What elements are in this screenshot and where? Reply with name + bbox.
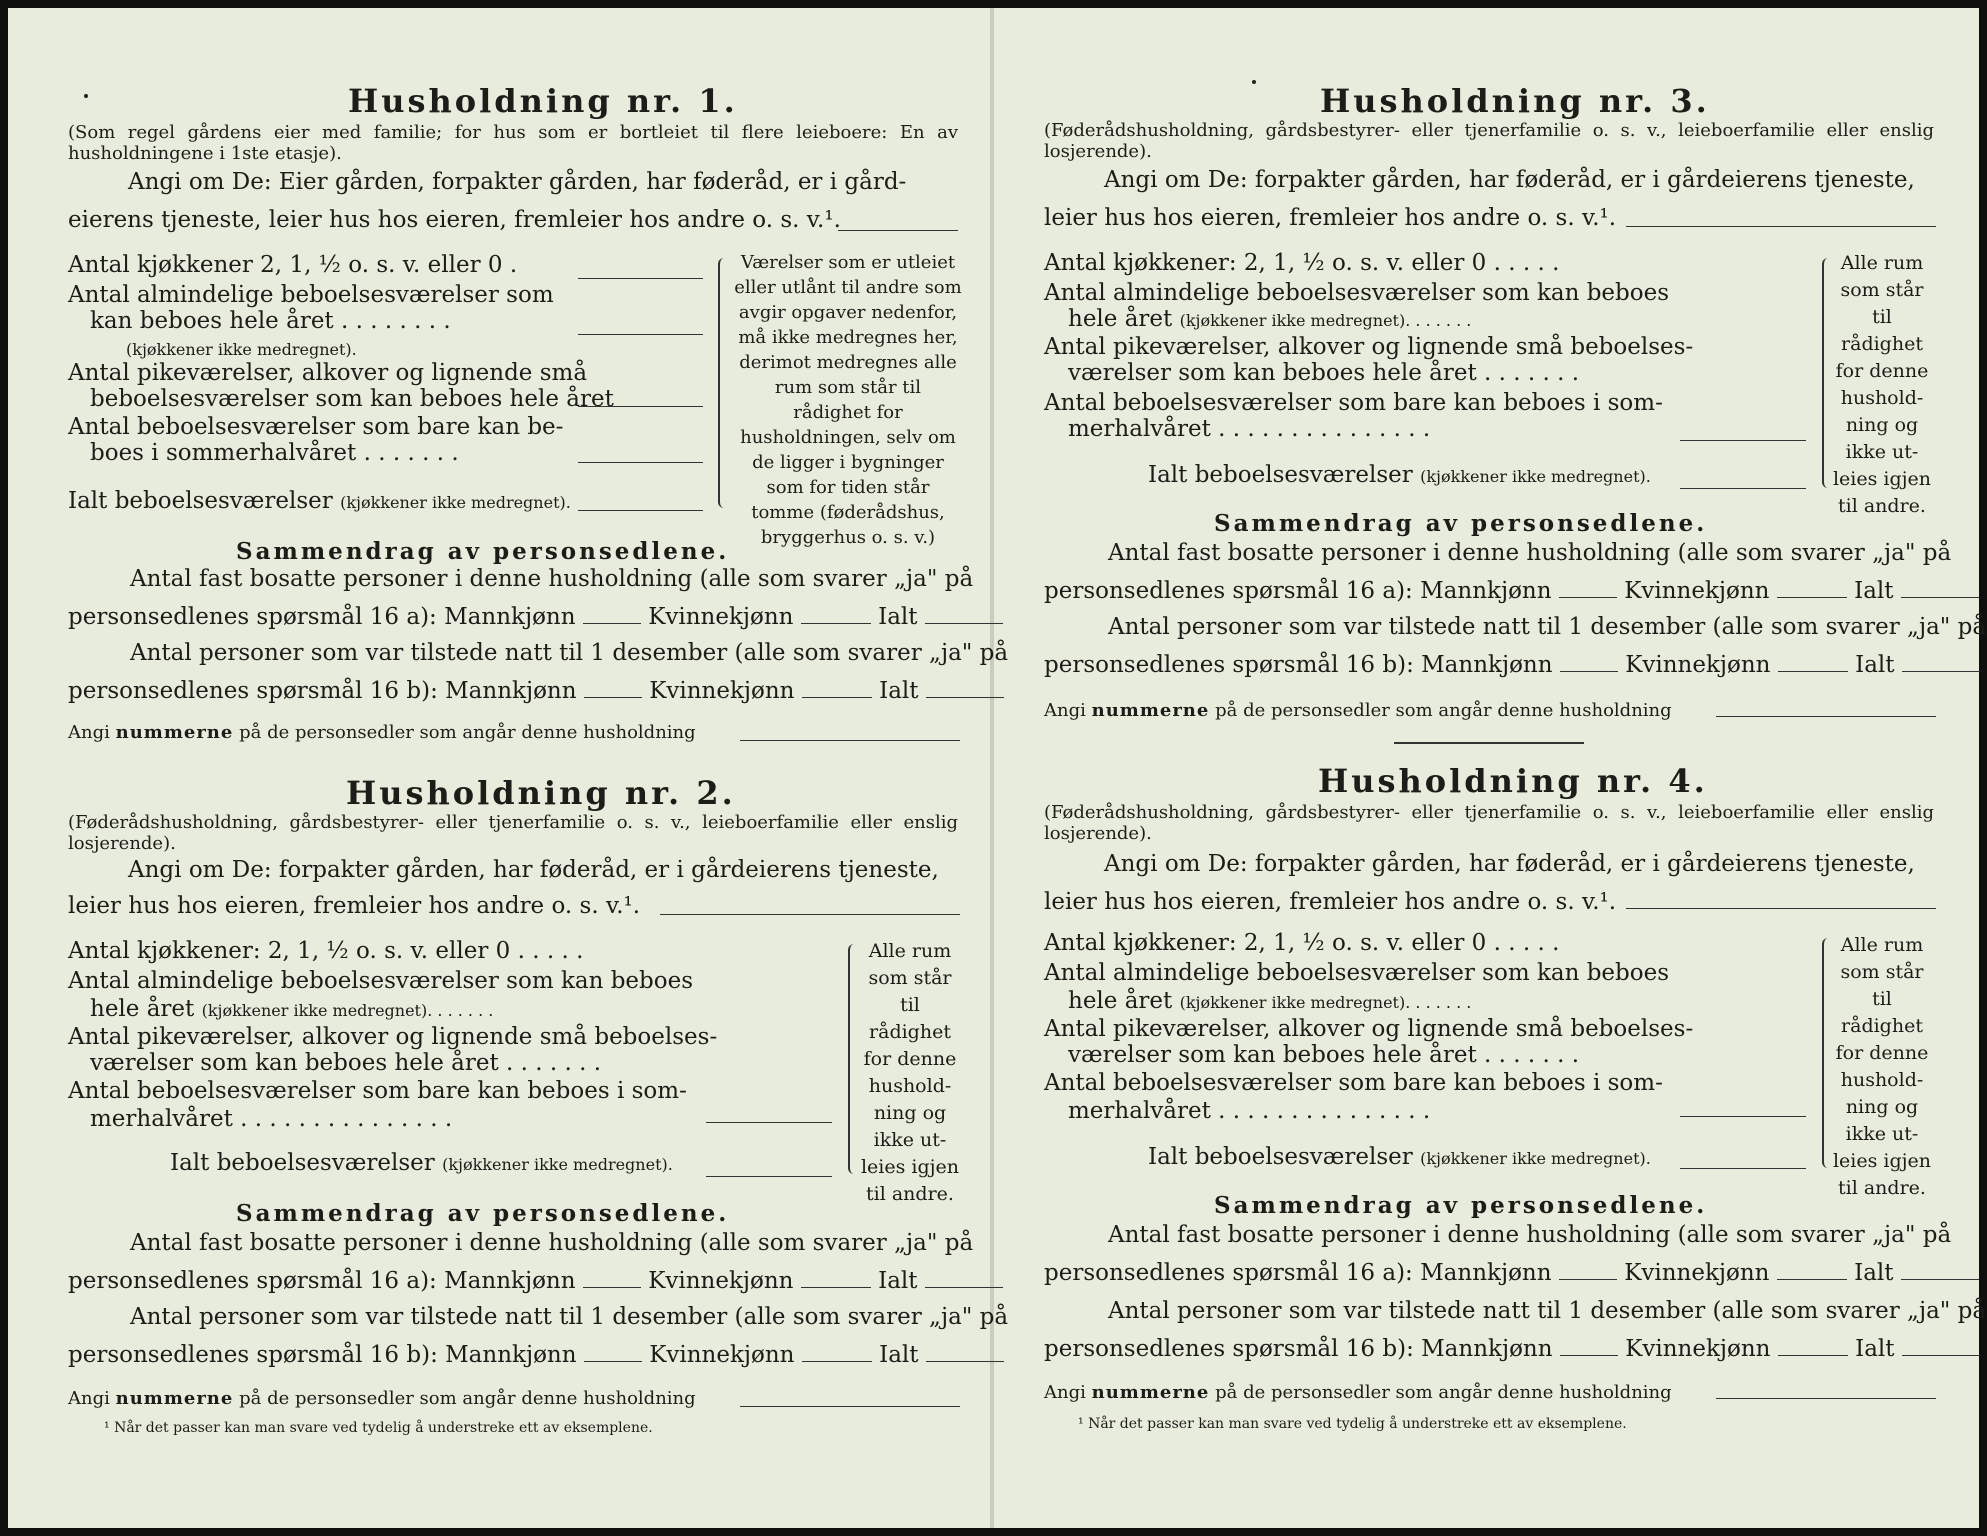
h3-total-note: (kjøkkener ikke medregnet). [1420, 467, 1651, 486]
household-4-resident-line2 [1044, 1260, 1979, 1286]
household-1-total-field[interactable] [578, 510, 703, 511]
left-footnote: ¹ Når det passer kan man svare ved tydelig å understreke ett av eksemplene. [104, 1420, 653, 1436]
h3-rooms-label-b: (kjøkkener ikke medregnet). . . . . . . [1179, 311, 1472, 330]
household-2-total-rooms [170, 1150, 673, 1176]
household-3-present-line1: Antal personer som var tilstede natt til 1 desember (alle som svarer „ja" på [1108, 614, 1987, 640]
household-4-angi-line1: Angi om De: forpakter gården, har føderåd, er i gårdeierens tjeneste, [1104, 851, 1915, 877]
h4-resident-women-label: Kvinnekjønn [1624, 1260, 1770, 1286]
household-4-rooms-label-2 [1068, 988, 1471, 1014]
household-4-numbers-line [1044, 1382, 1672, 1403]
household-1-title: Husholdning nr. 1. [348, 82, 738, 120]
household-2-sidenote: Alle rum som står til rådighet for denne hushold-ning og ikke ut-leies igjen til andre. [860, 940, 960, 1205]
household-3-resident-women-field[interactable] [1777, 597, 1847, 598]
household-3-resident-total-field[interactable] [1901, 597, 1979, 598]
household-2-summary-title: Sammendrag av personsedlene. [236, 1200, 730, 1227]
household-2-present-men-field[interactable] [584, 1361, 642, 1362]
ink-speck [1252, 80, 1256, 84]
household-1-angi-line2: eierens tjeneste, leier hus hos eieren, fremleier hos andre o. s. v.¹. [68, 207, 841, 233]
household-4-present-line2 [1044, 1336, 1980, 1362]
h3-resident-women-label: Kvinnekjønn [1624, 578, 1770, 604]
household-2-angi-line1: Angi om De: forpakter gården, har føderåd, er i gårdeierens tjeneste, [128, 857, 939, 883]
household-3-angi-line2: leier hus hos eieren, fremleier hos andre o. s. v.¹. [1044, 205, 1617, 231]
household-3-angi-answer-line[interactable] [1626, 226, 1936, 227]
household-3-summer-rooms-field[interactable] [1680, 440, 1806, 441]
household-1-resident-men-label: personsedlenes spørsmål 16 a): Mannkjønn [68, 604, 576, 630]
household-1-numbers-line [68, 722, 696, 743]
household-1-present-men-label: personsedlenes spørsmål 16 b): Mannkjønn [68, 678, 577, 704]
household-4-present-line1: Antal personer som var tilstede natt til 1 desember (alle som svarer „ja" på [1108, 1298, 1987, 1324]
household-4-note: (Føderådshusholdning, gårdsbestyrer- eller tjenerfamilie o. s. v., leieboerfamilie eller enslig losjerende). [1044, 802, 1934, 844]
household-1-maid-rooms-label-1: Antal pikeværelser, alkover og lignende små [68, 360, 588, 386]
household-4-rooms-label-1: Antal almindelige beboelsesværelser som kan beboes [1044, 960, 1670, 986]
right-footnote: ¹ Når det passer kan man svare ved tydelig å understreke ett av eksemplene. [1078, 1416, 1627, 1432]
household-1-brace [718, 258, 730, 508]
household-4-summer-rooms-label-2: merhalvåret . . . . . . . . . . . . . . . [1068, 1098, 1431, 1124]
household-2-kitchens: Antal kjøkkener: 2, 1, ½ o. s. v. eller 0 . . . . . [68, 938, 584, 964]
household-4-resident-men-field[interactable] [1559, 1279, 1617, 1280]
h4-total-label: Ialt beboelsesværelser [1148, 1144, 1413, 1170]
household-4-kitchens: Antal kjøkkener: 2, 1, ½ o. s. v. eller 0 . . . . . [1044, 930, 1560, 956]
household-1-note: (Som regel gårdens eier med familie; for hus som er bortleiet til flere leieboere: En av husholdningene i 1ste etasje). [68, 122, 958, 164]
h3-present-women-label: Kvinnekjønn [1625, 652, 1771, 678]
household-2-rooms-label-2 [90, 996, 493, 1022]
household-3-total-rooms [1148, 462, 1651, 488]
h3-present-total-label: Ialt [1855, 652, 1895, 678]
household-1-angi-answer-line[interactable] [838, 230, 958, 231]
household-4-summer-rooms-field[interactable] [1680, 1116, 1806, 1117]
h3-total-label: Ialt beboelsesværelser [1148, 462, 1413, 488]
household-2-resident-women-field[interactable] [801, 1287, 871, 1288]
household-1-present-women-field[interactable] [802, 697, 872, 698]
household-3-summer-rooms-label-2: merhalvåret . . . . . . . . . . . . . . . [1068, 416, 1431, 442]
household-1-summer-rooms-label-1: Antal beboelsesværelser som bare kan be- [68, 414, 564, 440]
household-2-summer-rooms-field[interactable] [706, 1122, 832, 1123]
household-3-maid-rooms-label-2: værelser som kan beboes hele året . . . . . . . [1068, 360, 1580, 386]
h2-numbers-lead: Angi [68, 1388, 110, 1409]
household-3-summary-title: Sammendrag av personsedlene. [1214, 510, 1708, 537]
household-1-resident-women-label: Kvinnekjønn [648, 604, 794, 630]
household-2-resident-men-field[interactable] [583, 1287, 641, 1288]
household-1-resident-line2 [68, 604, 1003, 630]
household-2-angi-line2: leier hus hos eieren, fremleier hos andre o. s. v.¹. [68, 893, 641, 919]
h3-rooms-label-a: hele året [1068, 306, 1173, 332]
household-4-total-field[interactable] [1680, 1168, 1806, 1169]
household-3-summer-rooms-label-1: Antal beboelsesværelser som bare kan beboes i som- [1044, 390, 1663, 416]
h4-numbers-rest: på de personsedler som angår denne husholdning [1215, 1382, 1672, 1403]
household-4-resident-women-field[interactable] [1777, 1279, 1847, 1280]
household-3-title: Husholdning nr. 3. [1320, 82, 1710, 120]
h2-resident-women-label: Kvinnekjønn [648, 1268, 794, 1294]
household-4-summary-title: Sammendrag av personsedlene. [1214, 1192, 1708, 1219]
household-2-present-line1: Antal personer som var tilstede natt til 1 desember (alle som svarer „ja" på [130, 1304, 1009, 1330]
household-3-present-women-field[interactable] [1778, 671, 1848, 672]
household-1-total-label: Ialt beboelsesværelser [68, 488, 333, 514]
household-3-maid-rooms-label-1: Antal pikeværelser, alkover og lignende små beboelses- [1044, 334, 1694, 360]
numbers-lead: Angi [68, 722, 110, 743]
household-4-total-rooms [1148, 1144, 1651, 1170]
household-3-angi-line1: Angi om De: forpakter gården, har føderåd, er i gårdeierens tjeneste, [1104, 167, 1915, 193]
household-1-rooms-field[interactable] [578, 334, 703, 335]
household-1-rooms-label-2: kan beboes hele året . . . . . . . . [90, 308, 451, 334]
h4-rooms-label-b: (kjøkkener ikke medregnet). . . . . . . [1179, 993, 1472, 1012]
household-1-summer-rooms-field[interactable] [578, 462, 703, 463]
household-1-rooms-label-1: Antal almindelige beboelsesværelser som [68, 282, 554, 308]
h4-total-note: (kjøkkener ikke medregnet). [1420, 1149, 1651, 1168]
ink-speck [84, 94, 88, 98]
h3-numbers-bold: nummerne [1091, 700, 1210, 721]
household-1-maid-rooms-field[interactable] [578, 406, 703, 407]
h2-total-label: Ialt beboelsesværelser [170, 1150, 435, 1176]
household-2-rooms-label-1: Antal almindelige beboelsesværelser som kan beboes [68, 968, 694, 994]
household-4-resident-line1: Antal fast bosatte personer i denne husholdning (alle som svarer „ja" på [1108, 1222, 1952, 1248]
household-4-numbers-field[interactable] [1716, 1398, 1936, 1399]
household-4-maid-rooms-label-2: værelser som kan beboes hele året . . . . . . . [1068, 1042, 1580, 1068]
household-2-note: (Føderådshusholdning, gårdsbestyrer- eller tjenerfamilie o. s. v., leieboerfamilie eller enslig losjerende). [68, 812, 958, 854]
h2-present-total-label: Ialt [879, 1342, 919, 1368]
household-1-angi-line1: Angi om De: Eier gården, forpakter gården, har føderåd, er i gård- [128, 169, 907, 195]
household-2-resident-total-field[interactable] [925, 1287, 1003, 1288]
h2-present-men-label: personsedlenes spørsmål 16 b): Mannkjønn [68, 1342, 577, 1368]
household-1-present-total-field[interactable] [926, 697, 1004, 698]
household-2-maid-rooms-label-1: Antal pikeværelser, alkover og lignende små beboelses- [68, 1024, 718, 1050]
household-3-numbers-line [1044, 700, 1672, 721]
household-4-present-women-field[interactable] [1778, 1355, 1848, 1356]
household-3-rooms-label-2 [1068, 306, 1471, 332]
household-4-present-men-field[interactable] [1560, 1355, 1618, 1356]
household-1-resident-men-field[interactable] [583, 623, 641, 624]
household-4-sidenote: Alle rum som står til rådighet for denne hushold-ning og ikke ut-leies igjen til andre. [1832, 934, 1932, 1199]
h3-numbers-rest: på de personsedler som angår denne husholdning [1215, 700, 1672, 721]
household-3-present-men-field[interactable] [1560, 671, 1618, 672]
household-1-present-line2 [68, 678, 1004, 704]
h4-present-men-label: personsedlenes spørsmål 16 b): Mannkjønn [1044, 1336, 1553, 1362]
h2-present-women-label: Kvinnekjønn [649, 1342, 795, 1368]
household-2-maid-rooms-label-2: værelser som kan beboes hele året . . . . . . . [90, 1050, 602, 1076]
household-4-maid-rooms-label-1: Antal pikeværelser, alkover og lignende små beboelses- [1044, 1016, 1694, 1042]
h2-resident-total-label: Ialt [878, 1268, 918, 1294]
household-4-angi-line2: leier hus hos eieren, fremleier hos andre o. s. v.¹. [1044, 889, 1617, 915]
household-1-resident-total-label: Ialt [878, 604, 918, 630]
section-divider [1394, 742, 1584, 744]
household-1-numbers-field[interactable] [740, 740, 960, 741]
household-2-angi-answer-line[interactable] [660, 914, 960, 915]
household-2-present-total-field[interactable] [926, 1361, 1004, 1362]
h2-numbers-bold: nummerne [115, 1388, 234, 1409]
h4-rooms-label-a: hele året [1068, 988, 1173, 1014]
h4-numbers-lead: Angi [1044, 1382, 1086, 1403]
household-1-resident-total-field[interactable] [925, 623, 1003, 624]
h2-rooms-label-b: (kjøkkener ikke medregnet). . . . . . . [201, 1001, 494, 1020]
h4-numbers-bold: nummerne [1091, 1382, 1210, 1403]
h3-numbers-lead: Angi [1044, 700, 1086, 721]
household-3-numbers-field[interactable] [1716, 716, 1936, 717]
household-1-summary-title: Sammendrag av personsedlene. [236, 538, 730, 565]
household-3-resident-men-field[interactable] [1559, 597, 1617, 598]
h4-present-women-label: Kvinnekjønn [1625, 1336, 1771, 1362]
household-1-sidenote: Værelser som er utleiet eller utlånt til andre som avgir opgaver nedenfor, må ikke medregnes her, derimot medregnes alle rum som står til rådighet for husholdningen, selv om de ligger i bygninger som for tiden står tomme (føderådshus, bryggerhus o. s. v.) [734, 252, 962, 548]
household-3-note: (Føderådshusholdning, gårdsbestyrer- eller tjenerfamilie o. s. v., leieboerfamilie eller enslig losjerende). [1044, 120, 1934, 162]
household-2-resident-line1: Antal fast bosatte personer i denne husholdning (alle som svarer „ja" på [130, 1230, 974, 1256]
household-1-resident-women-field[interactable] [801, 623, 871, 624]
household-1-kitchens: Antal kjøkkener 2, 1, ½ o. s. v. eller 0 . [68, 252, 518, 278]
household-1-total-rooms [68, 488, 571, 514]
household-3-resident-line1: Antal fast bosatte personer i denne husholdning (alle som svarer „ja" på [1108, 540, 1952, 566]
household-1-maid-rooms-label-2: beboelsesværelser som kan beboes hele året [90, 386, 614, 412]
household-1-kitchens-field[interactable] [578, 278, 703, 279]
h2-numbers-rest: på de personsedler som angår denne husholdning [239, 1388, 696, 1409]
h2-rooms-label-a: hele året [90, 996, 195, 1022]
household-2-numbers-line [68, 1388, 696, 1409]
numbers-bold: nummerne [115, 722, 234, 743]
household-1-present-total-label: Ialt [879, 678, 919, 704]
h3-resident-total-label: Ialt [1854, 578, 1894, 604]
household-3-present-total-field[interactable] [1902, 671, 1980, 672]
household-4-present-total-field[interactable] [1902, 1355, 1980, 1356]
household-3-sidenote: Alle rum som står til rådighet for denne hushold-ning og ikke ut-leies igjen til andre. [1832, 252, 1932, 517]
household-2-summer-rooms-label-1: Antal beboelsesværelser som bare kan beboes i som- [68, 1078, 687, 1104]
household-1-resident-line1: Antal fast bosatte personer i denne husholdning (alle som svarer „ja" på [130, 566, 974, 592]
household-1-present-men-field[interactable] [584, 697, 642, 698]
h3-resident-men-label: personsedlenes spørsmål 16 a): Mannkjønn [1044, 578, 1552, 604]
numbers-rest: på de personsedler som angår denne husholdning [239, 722, 696, 743]
h2-resident-men-label: personsedlenes spørsmål 16 a): Mannkjønn [68, 1268, 576, 1294]
household-2-present-line2 [68, 1342, 1004, 1368]
household-3-kitchens: Antal kjøkkener: 2, 1, ½ o. s. v. eller 0 . . . . . [1044, 250, 1560, 276]
h4-present-total-label: Ialt [1855, 1336, 1895, 1362]
household-2-total-field[interactable] [706, 1176, 832, 1177]
household-1-summer-rooms-label-2: boes i sommerhalvåret . . . . . . . [90, 440, 459, 466]
household-4-resident-total-field[interactable] [1901, 1279, 1979, 1280]
h3-present-men-label: personsedlenes spørsmål 16 b): Mannkjønn [1044, 652, 1553, 678]
household-2-resident-line2 [68, 1268, 1003, 1294]
household-3-rooms-label-1: Antal almindelige beboelsesværelser som kan beboes [1044, 280, 1670, 306]
household-2-numbers-field[interactable] [740, 1406, 960, 1407]
household-4-angi-answer-line[interactable] [1626, 908, 1936, 909]
h2-total-note: (kjøkkener ikke medregnet). [442, 1155, 673, 1174]
household-3-resident-line2 [1044, 578, 1979, 604]
household-2-summer-rooms-label-2: merhalvåret . . . . . . . . . . . . . . . [90, 1106, 453, 1132]
household-2-present-women-field[interactable] [802, 1361, 872, 1362]
household-1-present-line1: Antal personer som var tilstede natt til 1 desember (alle som svarer „ja" på [130, 640, 1009, 666]
household-4-title: Husholdning nr. 4. [1318, 762, 1708, 800]
h4-resident-total-label: Ialt [1854, 1260, 1894, 1286]
h4-resident-men-label: personsedlenes spørsmål 16 a): Mannkjønn [1044, 1260, 1552, 1286]
household-2-title: Husholdning nr. 2. [346, 774, 736, 812]
household-1-total-note: (kjøkkener ikke medregnet). [340, 493, 571, 512]
household-1-rooms-label-3: (kjøkkener ikke medregnet). [126, 340, 357, 359]
household-3-total-field[interactable] [1680, 488, 1806, 489]
household-4-summer-rooms-label-1: Antal beboelsesværelser som bare kan beboes i som- [1044, 1070, 1663, 1096]
household-3-present-line2 [1044, 652, 1980, 678]
household-1-present-women-label: Kvinnekjønn [649, 678, 795, 704]
